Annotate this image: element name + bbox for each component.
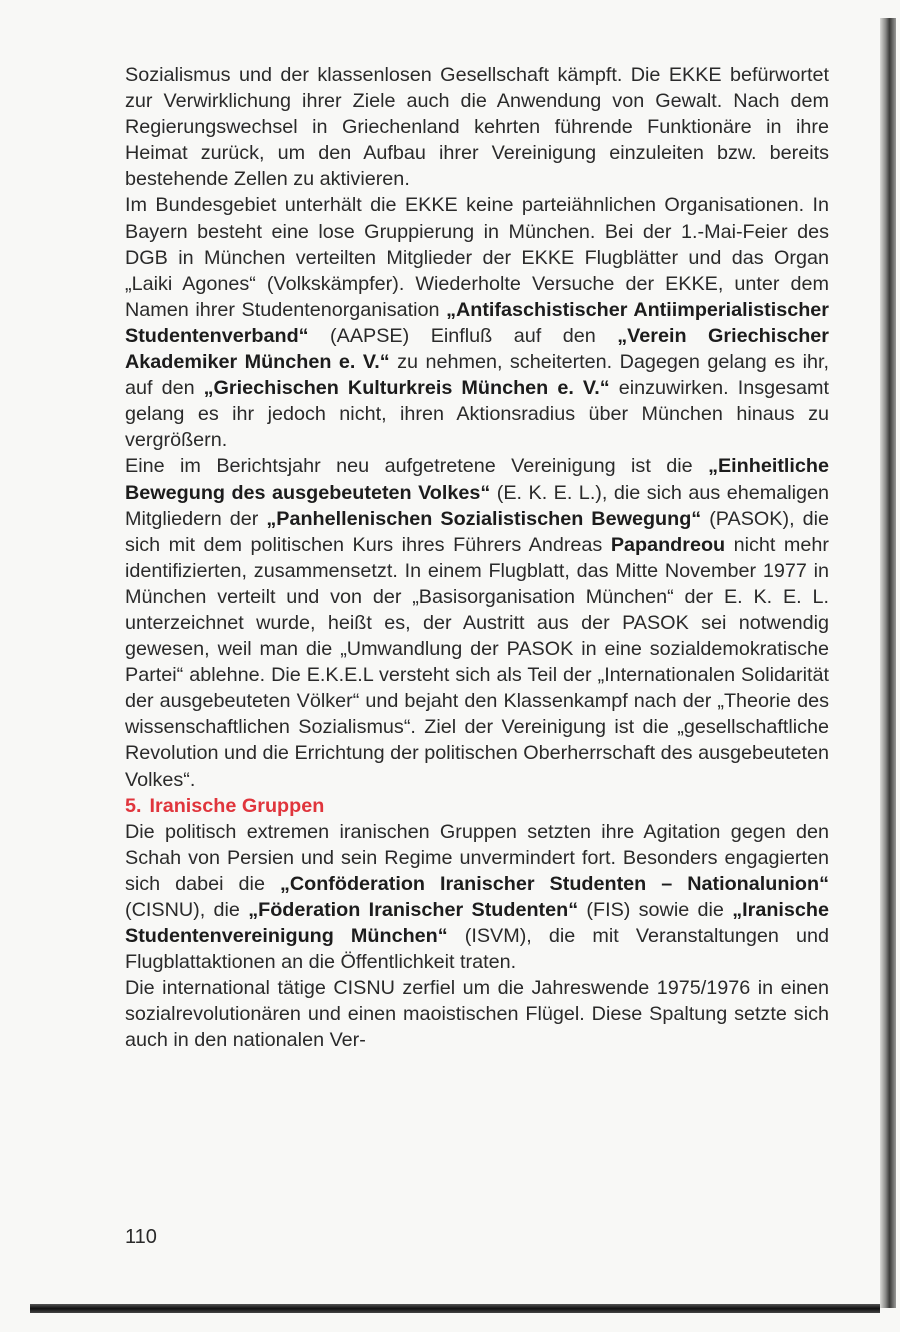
section-title: Iranische Gruppen xyxy=(149,794,325,817)
text-run: (ISVM), die mit Veranstaltungen und Flugblattaktionen an die Öffentlichkeit traten. xyxy=(125,925,830,974)
body-text xyxy=(125,62,829,1054)
text-run: (E. K. E. L.), die sich aus ehemaligen Mitgliedern der xyxy=(125,481,829,530)
person-name-papandreou: Papandreou xyxy=(610,533,726,556)
org-name-aapse: „Antifaschistischer Antiimperialistischer Studentenverband“ xyxy=(125,298,829,347)
text-run: (PASOK), die sich mit dem politischen Kurs ihres Führers Andreas xyxy=(125,507,829,556)
paragraph-ekke-intro xyxy=(125,62,829,192)
paragraph-iranian-groups xyxy=(125,819,829,976)
bottom-edge-shadow xyxy=(30,1304,880,1313)
org-name-isvm: „Iranische Studentenvereinigung München“ xyxy=(125,899,829,948)
org-name-cisnu: „Conföderation Iranischer Studenten – Nationalunion“ xyxy=(279,872,829,895)
book-spine-shadow xyxy=(880,18,896,1308)
org-name-kulturkreis: „Griechischen Kulturkreis München e. V.“ xyxy=(203,377,610,400)
text-run: nicht mehr identifizierten, zusammensetzt. In einem Flugblatt, das Mitte November 1977 in München verteilt und von der „Basisorganisation München“ der E. K. E. L. unterzeichnet wurde, heißt es, der Austritt aus der PASOK sei notwendig gewesen, weil man die „Umwandlung der PASOK in eine sozialdemokratische Partei“ ablehne. Die E.K.E.L versteht sich als Teil der „Internationalen Solidarität der ausgebeuteten Völker“ und bejaht den Klassenkampf nach der „Theorie des wissenschaftlichen Sozialismus“. Ziel der Vereinigung ist die „gesellschaftliche Revolution und die Errichtung der politischen Oberherrschaft des ausgebeuteten Volkes“. xyxy=(125,533,829,791)
text-run: Die politisch extremen iranischen Gruppen setzten ihre Agitation gegen den Schah von Persien und sein Regime unvermindert fort. Besonders engagierten sich dabei die xyxy=(125,820,829,895)
page-number: 110 xyxy=(125,1226,157,1248)
text-run: Die international tätige CISNU zerfiel um die Jahreswende 1975/1976 in einen sozialrevolutionären und einen maoistischen Flügel. Diese Spaltung setzte sich auch in den nationalen Ver- xyxy=(125,977,829,1052)
paragraph-ekke-bundesgebiet xyxy=(125,192,829,453)
org-name-pasok: „Panhellenischen Sozialistischen Bewegung“ xyxy=(266,507,702,530)
text-run: zu nehmen, scheiterten. Dagegen gelang es ihr, auf den xyxy=(125,351,829,400)
paragraph-cisnu-split xyxy=(125,975,829,1053)
text-run: Im Bundesgebiet unterhält die EKKE keine parteiähnlichen Organisationen. In Bayern besteht eine lose Gruppierung in München. Bei der 1.-Mai-Feier des DGB in München verteilten Mitglieder der EKKE Flugblätter und das Organ „Laiki Agones“ (Volkskämpfer). Wiederholte Versuche der EKKE, unter dem Namen ihrer Studentenorganisation xyxy=(125,194,829,321)
org-name-verein-griechischer-akademiker: „Verein Griechischer Akademiker München e. V.“ xyxy=(125,324,829,374)
paragraph-ekel xyxy=(125,453,829,792)
text-run: (AAPSE) Einfluß auf den xyxy=(308,324,618,347)
org-name-fis: „Föderation Iranischer Studenten“ xyxy=(248,899,579,921)
text-run: (CISNU), die xyxy=(125,899,249,921)
text-run: (FIS) sowie die xyxy=(578,899,733,921)
text-run: Eine im Berichtsjahr neu aufgetretene Vereinigung ist die xyxy=(125,455,709,478)
section-number: 5. xyxy=(125,794,142,817)
text-run: einzuwirken. Insgesamt gelang es ihr jedoch nicht, ihren Aktionsradius über München hinaus zu vergrößern. xyxy=(125,377,829,452)
text-run: Sozialismus und der klassenlosen Gesellschaft kämpft. Die EKKE befürwortet zur Verwirklichung ihrer Ziele auch die Anwendung von Gewalt. Nach dem Regierungswechsel in Griechenland kehrten führende Funktionäre in ihre Heimat zurück, um den Aufbau ihrer Vereinigung einzuleiten bzw. bereits bestehende Zellen zu aktivieren. xyxy=(125,64,829,191)
section-heading xyxy=(125,793,829,819)
org-name-ekel: „Einheitliche Bewegung des ausgebeuteten Volkes“ xyxy=(125,455,829,504)
